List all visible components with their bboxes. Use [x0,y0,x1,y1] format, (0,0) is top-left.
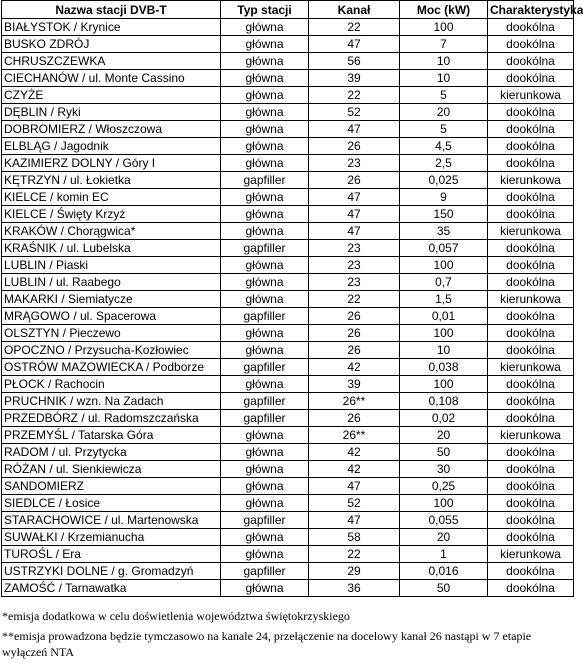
station-name-cell: SUWAŁKI / Krzemianucha [2,529,221,546]
table-row [2,308,574,325]
power-cell: 10 [400,70,488,87]
station-name-cell: KAZIMIERZ DOLNY / Góry I [2,155,221,172]
table-header-row [2,1,574,19]
station-name-cell: PRZEMYŚL / Tatarska Góra [2,427,221,444]
station-name-cell: TUROŚL / Era [2,546,221,563]
power-cell: 100 [400,495,488,512]
characteristic-cell: kierunkowa [488,546,574,563]
table-row [2,291,574,308]
characteristic-cell: dookólna [488,36,574,53]
station-type-cell: gapfiller [221,563,309,580]
table-row [2,274,574,291]
station-name-cell: BUSKO ZDRÓJ [2,36,221,53]
table-row [2,70,574,87]
table-row [2,580,574,597]
channel-cell: 47 [309,121,400,138]
station-name-cell: KIELCE / Święty Krzyż [2,206,221,223]
station-type-cell: gapfiller [221,393,309,410]
table-row [2,325,574,342]
station-type-cell: główna [221,546,309,563]
station-type-cell: główna [221,189,309,206]
power-cell: 4,5 [400,138,488,155]
characteristic-cell: kierunkowa [488,359,574,376]
station-name-cell: USTRZYKI DOLNE / g. Gromadzyń [2,563,221,580]
station-name-cell: PRUCHNIK / wzn. Na Zadach [2,393,221,410]
channel-cell: 36 [309,580,400,597]
power-cell: 35 [400,223,488,240]
table-row [2,138,574,155]
characteristic-cell: dookólna [488,563,574,580]
power-cell: 20 [400,104,488,121]
station-type-cell: główna [221,206,309,223]
characteristic-cell: kierunkowa [488,87,574,104]
station-name-cell: CHRUSZCZEWKA [2,53,221,70]
characteristic-cell: dookólna [488,206,574,223]
characteristic-cell: dookólna [488,580,574,597]
channel-cell: 23 [309,240,400,257]
station-type-cell: główna [221,138,309,155]
station-type-cell: główna [221,274,309,291]
power-cell: 20 [400,529,488,546]
table-body [2,19,574,597]
station-type-cell: główna [221,461,309,478]
table-row [2,478,574,495]
station-name-cell: DOBROMIERZ / Włoszczowa [2,121,221,138]
characteristic-cell: dookólna [488,410,574,427]
station-type-cell: główna [221,580,309,597]
power-cell: 0,25 [400,478,488,495]
characteristic-cell: dookólna [488,376,574,393]
station-type-cell: główna [221,495,309,512]
table-row [2,461,574,478]
station-name-cell: KIELCE / komin EC [2,189,221,206]
station-name-cell: SIEDLCE / Łosice [2,495,221,512]
power-cell: 0,7 [400,274,488,291]
station-type-cell: główna [221,19,309,36]
channel-cell: 26 [309,172,400,189]
table-row [2,104,574,121]
power-cell: 10 [400,342,488,359]
station-type-cell: główna [221,223,309,240]
characteristic-cell: dookólna [488,393,574,410]
characteristic-cell: dookólna [488,478,574,495]
station-name-cell: OLSZTYN / Pieczewo [2,325,221,342]
stations-table [1,0,583,597]
table-row [2,155,574,172]
header-power: Moc (kW) [400,1,488,19]
table-row [2,240,574,257]
station-type-cell: główna [221,427,309,444]
channel-cell: 42 [309,359,400,376]
characteristic-cell: kierunkowa [488,427,574,444]
station-name-cell: DĘBLIN / Ryki [2,104,221,121]
power-cell: 2,5 [400,155,488,172]
power-cell: 100 [400,376,488,393]
channel-cell: 26 [309,342,400,359]
station-type-cell: gapfiller [221,512,309,529]
characteristic-cell: dookólna [488,189,574,206]
table-row [2,53,574,70]
channel-cell: 39 [309,376,400,393]
characteristic-cell: dookólna [488,104,574,121]
channel-cell: 26** [309,393,400,410]
characteristic-cell: dookólna [488,155,574,172]
power-cell: 150 [400,206,488,223]
station-name-cell: PŁOCK / Rachocin [2,376,221,393]
channel-cell: 42 [309,461,400,478]
characteristic-cell: dookólna [488,138,574,155]
station-name-cell: BIAŁYSTOK / Krynice [2,19,221,36]
table-row [2,410,574,427]
station-type-cell: główna [221,53,309,70]
station-type-cell: gapfiller [221,308,309,325]
table-row [2,376,574,393]
station-name-cell: KRAŚNIK / ul. Lubelska [2,240,221,257]
channel-cell: 22 [309,19,400,36]
characteristic-cell: dookólna [488,240,574,257]
table-row [2,87,574,104]
channel-cell: 22 [309,87,400,104]
power-cell: 100 [400,19,488,36]
channel-cell: 23 [309,274,400,291]
station-type-cell: główna [221,36,309,53]
channel-cell: 22 [309,291,400,308]
characteristic-cell: dookólna [488,461,574,478]
station-name-cell: ZAMOŚĆ / Tarnawatka [2,580,221,597]
table-row [2,189,574,206]
channel-cell: 47 [309,223,400,240]
characteristic-cell: dookólna [488,512,574,529]
station-name-cell: KĘTRZYN / ul. Łokietka [2,172,221,189]
channel-cell: 52 [309,495,400,512]
header-characteristic: Charakterystyka [488,1,574,19]
footnotes [2,608,572,660]
table-row [2,359,574,376]
station-type-cell: główna [221,257,309,274]
characteristic-cell: dookólna [488,53,574,70]
characteristic-cell: kierunkowa [488,291,574,308]
station-name-cell: CIECHANÓW / ul. Monte Cassino [2,70,221,87]
characteristic-cell: dookólna [488,342,574,359]
table-row [2,546,574,563]
characteristic-cell: kierunkowa [488,172,574,189]
power-cell: 100 [400,325,488,342]
characteristic-cell: dookólna [488,121,574,138]
station-type-cell: gapfiller [221,240,309,257]
channel-cell: 47 [309,36,400,53]
station-name-cell: LUBLIN / ul. Raabego [2,274,221,291]
power-cell: 1 [400,546,488,563]
header-station-name: Nazwa stacji DVB-T [2,1,221,19]
station-name-cell: OSTRÓW MAZOWIECKA / Podborze [2,359,221,376]
power-cell: 0,02 [400,410,488,427]
channel-cell: 58 [309,529,400,546]
header-station-type: Typ stacji [221,1,309,19]
station-type-cell: główna [221,444,309,461]
power-cell: 5 [400,121,488,138]
channel-cell: 23 [309,257,400,274]
table-row [2,223,574,240]
footnote-2: **emisja prowadzona będzie tymczasowo na kanale 24, przełączenie na docelowy kanał 26 nastąpi w 7 etapie wyłączeń NTA [2,629,532,659]
power-cell: 50 [400,444,488,461]
power-cell: 0,025 [400,172,488,189]
power-cell: 0,01 [400,308,488,325]
channel-cell: 47 [309,206,400,223]
table-row [2,206,574,223]
station-type-cell: gapfiller [221,359,309,376]
power-cell: 30 [400,461,488,478]
characteristic-cell: dookólna [488,308,574,325]
channel-cell: 47 [309,189,400,206]
station-type-cell: główna [221,121,309,138]
table-row [2,393,574,410]
station-name-cell: SANDOMIERZ [2,478,221,495]
station-type-cell: główna [221,104,309,121]
table-row [2,529,574,546]
power-cell: 0,108 [400,393,488,410]
channel-cell: 26 [309,325,400,342]
power-cell: 9 [400,189,488,206]
power-cell: 0,038 [400,359,488,376]
channel-cell: 26 [309,410,400,427]
footnote-1: *emisja dodatkowa w celu doświetlenia województwa świętokrzyskiego [2,609,350,623]
power-cell: 7 [400,36,488,53]
channel-cell: 47 [309,478,400,495]
table-row [2,172,574,189]
station-name-cell: MRĄGOWO / ul. Spacerowa [2,308,221,325]
station-type-cell: gapfiller [221,410,309,427]
channel-cell: 23 [309,155,400,172]
power-cell: 0,055 [400,512,488,529]
header-channel: Kanał [309,1,400,19]
channel-cell: 26 [309,308,400,325]
power-cell: 0,057 [400,240,488,257]
table-row [2,563,574,580]
station-type-cell: główna [221,70,309,87]
station-name-cell: LUBLIN / Piaski [2,257,221,274]
station-type-cell: główna [221,342,309,359]
table-row [2,342,574,359]
channel-cell: 56 [309,53,400,70]
station-type-cell: główna [221,291,309,308]
station-type-cell: główna [221,325,309,342]
power-cell: 10 [400,53,488,70]
channel-cell: 42 [309,444,400,461]
characteristic-cell: dookólna [488,495,574,512]
station-name-cell: RADOM / ul. Przytycka [2,444,221,461]
station-type-cell: główna [221,529,309,546]
table-row [2,121,574,138]
power-cell: 0,016 [400,563,488,580]
power-cell: 50 [400,580,488,597]
table-row [2,444,574,461]
characteristic-cell: dookólna [488,529,574,546]
channel-cell: 26** [309,427,400,444]
station-name-cell: RÓŻAN / ul. Sienkiewicza [2,461,221,478]
table-row [2,495,574,512]
power-cell: 20 [400,427,488,444]
station-name-cell: STARACHOWICE / ul. Martenowska [2,512,221,529]
characteristic-cell: dookólna [488,19,574,36]
characteristic-cell: dookólna [488,274,574,291]
power-cell: 1,5 [400,291,488,308]
characteristic-cell: dookólna [488,70,574,87]
characteristic-cell: dookólna [488,325,574,342]
channel-cell: 22 [309,546,400,563]
station-name-cell: CZYŻE [2,87,221,104]
table-row [2,36,574,53]
table-row [2,427,574,444]
power-cell: 5 [400,87,488,104]
station-type-cell: główna [221,376,309,393]
station-name-cell: MAKARKI / Siemiatycze [2,291,221,308]
channel-cell: 29 [309,563,400,580]
characteristic-cell: dookólna [488,257,574,274]
table-row [2,257,574,274]
station-name-cell: OPOCZNO / Przysucha-Kozłowiec [2,342,221,359]
station-name-cell: ELBLĄG / Jagodnik [2,138,221,155]
channel-cell: 39 [309,70,400,87]
table-row [2,19,574,36]
characteristic-cell: kierunkowa [488,223,574,240]
channel-cell: 52 [309,104,400,121]
power-cell: 100 [400,257,488,274]
station-name-cell: KRAKÓW / Chorągwica* [2,223,221,240]
channel-cell: 26 [309,138,400,155]
station-type-cell: gapfiller [221,172,309,189]
station-type-cell: główna [221,87,309,104]
channel-cell: 47 [309,512,400,529]
station-name-cell: PRZEDBÓRZ / ul. Radomszczańska [2,410,221,427]
characteristic-cell: dookólna [488,444,574,461]
station-type-cell: główna [221,155,309,172]
station-type-cell: główna [221,478,309,495]
table-row [2,512,574,529]
